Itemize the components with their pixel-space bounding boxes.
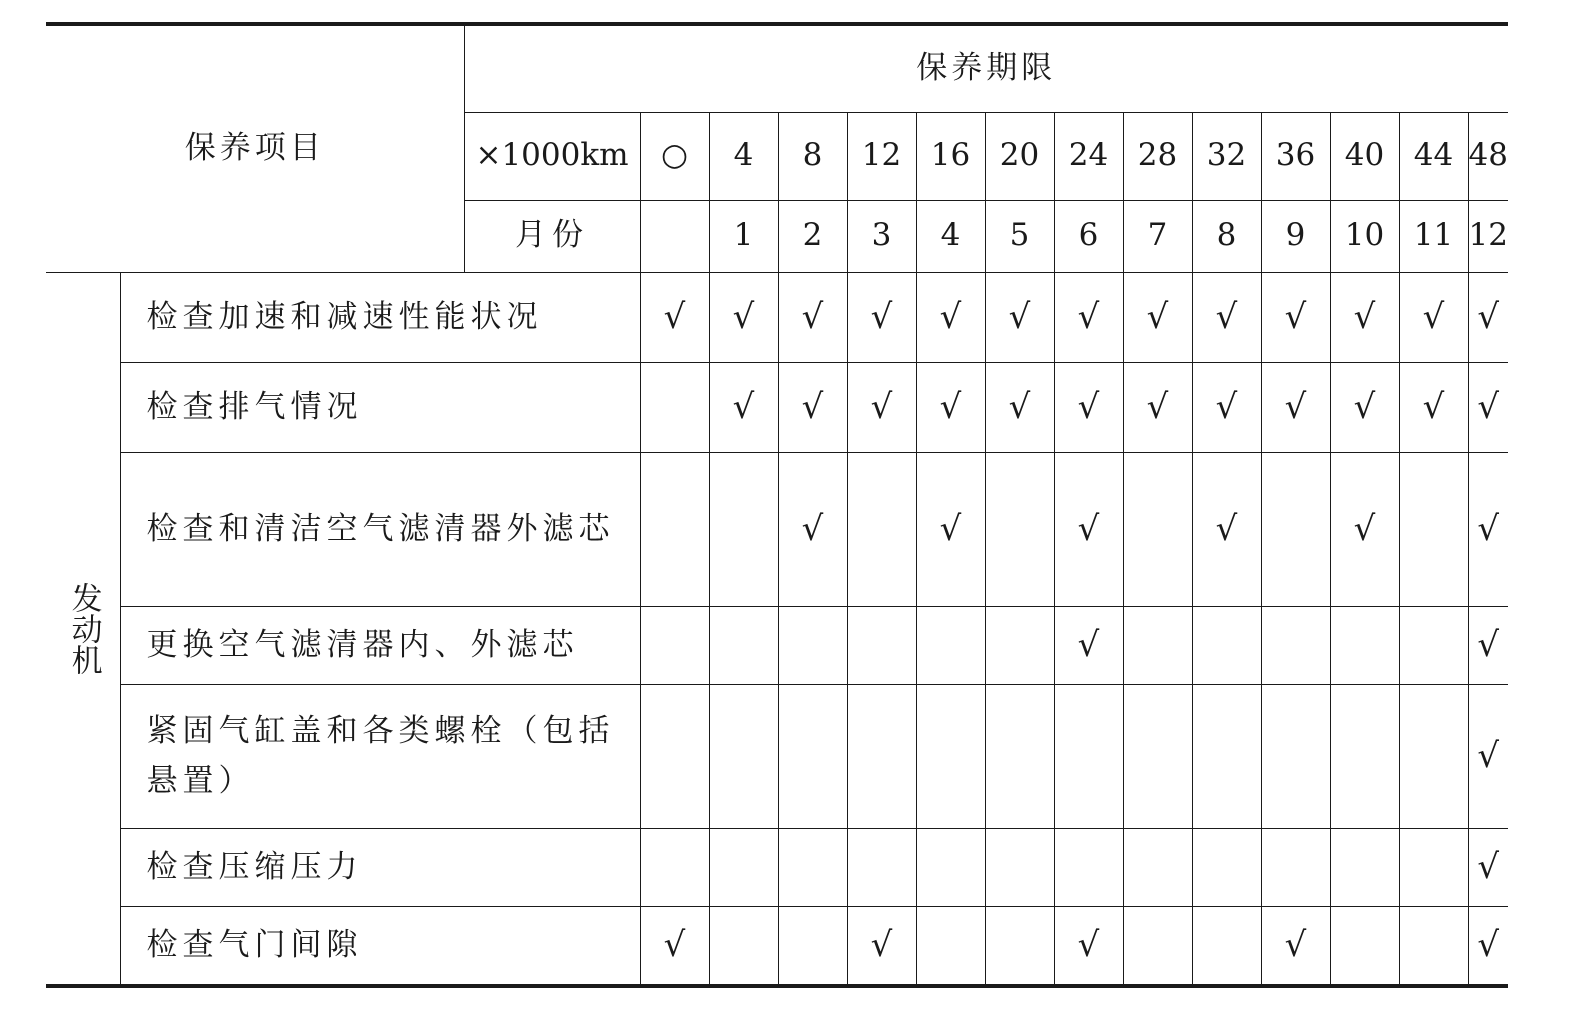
category-label: 发动机 — [65, 581, 102, 675]
schedule-cell — [1330, 362, 1399, 452]
schedule-cell — [1468, 272, 1508, 362]
maintenance-item-label: 更换空气滤清器内、外滤芯 — [120, 606, 640, 684]
check-mark-icon: √ — [1077, 296, 1100, 337]
schedule-cell — [1399, 362, 1468, 452]
check-mark-icon: √ — [1477, 386, 1500, 427]
check-mark-icon: √ — [870, 386, 893, 427]
check-mark-icon: √ — [1477, 624, 1500, 665]
check-mark-icon: √ — [801, 386, 824, 427]
check-mark-icon: √ — [801, 296, 824, 337]
schedule-cell — [916, 828, 985, 906]
schedule-cell — [709, 272, 778, 362]
schedule-cell — [985, 684, 1054, 828]
month-value-cell: 10 — [1330, 200, 1399, 272]
month-label: 月份 — [464, 200, 640, 272]
schedule-cell — [1192, 362, 1261, 452]
maintenance-item-label: 检查气门间隙 — [120, 906, 640, 986]
schedule-cell — [985, 452, 1054, 606]
schedule-cell — [847, 362, 916, 452]
schedule-cell — [847, 828, 916, 906]
schedule-cell — [640, 272, 709, 362]
mileage-value-cell: 40 — [1330, 112, 1399, 200]
schedule-cell — [847, 684, 916, 828]
schedule-cell — [1123, 452, 1192, 606]
maintenance-row — [46, 684, 1508, 828]
schedule-cell — [985, 362, 1054, 452]
check-mark-icon: √ — [1477, 735, 1500, 776]
schedule-cell — [916, 906, 985, 986]
month-value-cell: 8 — [1192, 200, 1261, 272]
maintenance-item-label: 检查排气情况 — [120, 362, 640, 452]
maintenance-item-label: 紧固气缸盖和各类螺栓（包括悬置） — [120, 684, 640, 828]
maintenance-row — [46, 606, 1508, 684]
schedule-cell — [1192, 684, 1261, 828]
schedule-cell — [1330, 606, 1399, 684]
schedule-cell — [709, 828, 778, 906]
mileage-value-cell: 4 — [709, 112, 778, 200]
mileage-value-cell: 20 — [985, 112, 1054, 200]
schedule-cell — [1054, 828, 1123, 906]
schedule-cell — [1054, 606, 1123, 684]
check-mark-icon: √ — [1284, 296, 1307, 337]
check-mark-icon: √ — [1284, 924, 1307, 965]
check-mark-icon: √ — [1077, 624, 1100, 665]
schedule-cell — [985, 272, 1054, 362]
maintenance-item-label: 检查加速和减速性能状况 — [120, 272, 640, 362]
category-engine — [46, 272, 120, 986]
schedule-cell — [1054, 362, 1123, 452]
schedule-cell — [640, 828, 709, 906]
schedule-cell — [1330, 452, 1399, 606]
schedule-cell — [1468, 684, 1508, 828]
schedule-cell — [847, 452, 916, 606]
schedule-cell — [1468, 606, 1508, 684]
mileage-value-cell: 44 — [1399, 112, 1468, 200]
schedule-cell — [1261, 272, 1330, 362]
check-mark-icon: √ — [1215, 386, 1238, 427]
schedule-cell — [1261, 452, 1330, 606]
schedule-cell — [778, 906, 847, 986]
maintenance-row — [46, 906, 1508, 986]
schedule-cell — [985, 906, 1054, 986]
month-value-cell: 4 — [916, 200, 985, 272]
check-mark-icon: √ — [1077, 508, 1100, 549]
maintenance-row — [46, 828, 1508, 906]
month-value-cell: 11 — [1399, 200, 1468, 272]
mileage-value-cell: ○ — [640, 112, 709, 200]
schedule-cell — [1123, 606, 1192, 684]
schedule-cell — [640, 606, 709, 684]
schedule-cell — [1054, 452, 1123, 606]
check-mark-icon: √ — [1284, 386, 1307, 427]
schedule-cell — [640, 362, 709, 452]
check-mark-icon: √ — [732, 296, 755, 337]
check-mark-icon: √ — [1215, 296, 1238, 337]
schedule-cell — [916, 362, 985, 452]
schedule-cell — [778, 452, 847, 606]
check-mark-icon: √ — [1353, 296, 1376, 337]
schedule-cell — [709, 684, 778, 828]
schedule-cell — [916, 452, 985, 606]
schedule-cell — [847, 906, 916, 986]
schedule-cell — [1123, 828, 1192, 906]
maintenance-item-header: 保养项目 — [46, 24, 464, 272]
schedule-cell — [985, 828, 1054, 906]
schedule-cell — [1261, 828, 1330, 906]
schedule-cell — [1192, 606, 1261, 684]
mileage-value-cell: 32 — [1192, 112, 1261, 200]
schedule-cell — [1330, 828, 1399, 906]
schedule-cell — [985, 606, 1054, 684]
maintenance-row — [46, 362, 1508, 452]
month-value-cell: 9 — [1261, 200, 1330, 272]
check-mark-icon: √ — [939, 386, 962, 427]
schedule-cell — [1399, 684, 1468, 828]
schedule-cell — [1399, 452, 1468, 606]
month-value-cell: 6 — [1054, 200, 1123, 272]
schedule-cell — [1468, 362, 1508, 452]
check-mark-icon: √ — [801, 508, 824, 549]
maintenance-period-header: 保养期限 — [464, 24, 1508, 112]
schedule-cell — [1399, 906, 1468, 986]
month-value-cell: 12 — [1468, 200, 1508, 272]
mileage-value-cell: 28 — [1123, 112, 1192, 200]
schedule-cell — [1261, 906, 1330, 986]
check-mark-icon: √ — [1422, 296, 1445, 337]
check-mark-icon: √ — [1146, 386, 1169, 427]
month-value-cell: 5 — [985, 200, 1054, 272]
check-mark-icon: √ — [1077, 924, 1100, 965]
check-mark-icon: √ — [870, 296, 893, 337]
schedule-cell — [778, 362, 847, 452]
schedule-cell — [1261, 362, 1330, 452]
schedule-cell — [709, 906, 778, 986]
schedule-cell — [1330, 272, 1399, 362]
month-value-cell: 7 — [1123, 200, 1192, 272]
schedule-cell — [709, 606, 778, 684]
mileage-value-cell: 24 — [1054, 112, 1123, 200]
schedule-cell — [709, 362, 778, 452]
schedule-cell — [1054, 906, 1123, 986]
schedule-cell — [1123, 684, 1192, 828]
schedule-cell — [916, 684, 985, 828]
schedule-cell — [778, 606, 847, 684]
schedule-cell — [1192, 828, 1261, 906]
header-row-period — [46, 24, 1508, 112]
schedule-cell — [709, 452, 778, 606]
schedule-cell — [1192, 906, 1261, 986]
mileage-value-cell: 36 — [1261, 112, 1330, 200]
schedule-cell — [1399, 828, 1468, 906]
mileage-value-cell: 8 — [778, 112, 847, 200]
schedule-cell — [640, 452, 709, 606]
maintenance-items — [46, 272, 1508, 986]
schedule-cell — [1123, 272, 1192, 362]
month-value-cell — [640, 200, 709, 272]
maintenance-item-label: 检查和清洁空气滤清器外滤芯 — [120, 452, 640, 606]
schedule-cell — [1330, 684, 1399, 828]
schedule-cell — [847, 606, 916, 684]
check-mark-icon: √ — [1353, 508, 1376, 549]
mileage-value-cell: 12 — [847, 112, 916, 200]
check-mark-icon: √ — [663, 296, 686, 337]
month-value-cell: 3 — [847, 200, 916, 272]
schedule-cell — [1468, 906, 1508, 986]
schedule-cell — [1123, 906, 1192, 986]
maintenance-row — [46, 452, 1508, 606]
schedule-cell — [640, 906, 709, 986]
schedule-cell — [1330, 906, 1399, 986]
check-mark-icon: √ — [1477, 508, 1500, 549]
schedule-cell — [1192, 452, 1261, 606]
schedule-cell — [1054, 272, 1123, 362]
schedule-cell — [1123, 362, 1192, 452]
schedule-cell — [1399, 606, 1468, 684]
maintenance-row — [46, 272, 1508, 362]
check-mark-icon: √ — [1008, 296, 1031, 337]
check-mark-icon: √ — [1353, 386, 1376, 427]
schedule-cell — [1054, 684, 1123, 828]
schedule-cell — [778, 828, 847, 906]
maintenance-item-label: 检查压缩压力 — [120, 828, 640, 906]
schedule-cell — [1399, 272, 1468, 362]
mileage-unit-label: ×1000km — [464, 112, 640, 200]
maintenance-table-wrapper — [46, 22, 1508, 988]
mileage-value-cell: 16 — [916, 112, 985, 200]
check-mark-icon: √ — [1077, 386, 1100, 427]
schedule-cell — [640, 684, 709, 828]
schedule-cell — [1192, 272, 1261, 362]
month-value-cell: 1 — [709, 200, 778, 272]
schedule-cell — [778, 684, 847, 828]
check-mark-icon: √ — [1477, 924, 1500, 965]
check-mark-icon: √ — [732, 386, 755, 427]
schedule-cell — [847, 272, 916, 362]
check-mark-icon: √ — [1215, 508, 1238, 549]
check-mark-icon: √ — [1422, 386, 1445, 427]
schedule-cell — [1468, 452, 1508, 606]
schedule-cell — [1261, 684, 1330, 828]
schedule-cell — [1261, 606, 1330, 684]
mileage-value-cell: 48 — [1468, 112, 1508, 200]
check-mark-icon: √ — [939, 296, 962, 337]
month-value-cell: 2 — [778, 200, 847, 272]
maintenance-schedule-table — [46, 22, 1508, 988]
schedule-cell — [778, 272, 847, 362]
check-mark-icon: √ — [1477, 846, 1500, 887]
check-mark-icon: √ — [870, 924, 893, 965]
check-mark-icon: √ — [663, 924, 686, 965]
schedule-cell — [1468, 828, 1508, 906]
schedule-cell — [916, 606, 985, 684]
check-mark-icon: √ — [939, 508, 962, 549]
check-mark-icon: √ — [1008, 386, 1031, 427]
schedule-cell — [916, 272, 985, 362]
check-mark-icon: √ — [1146, 296, 1169, 337]
check-mark-icon: √ — [1477, 296, 1500, 337]
